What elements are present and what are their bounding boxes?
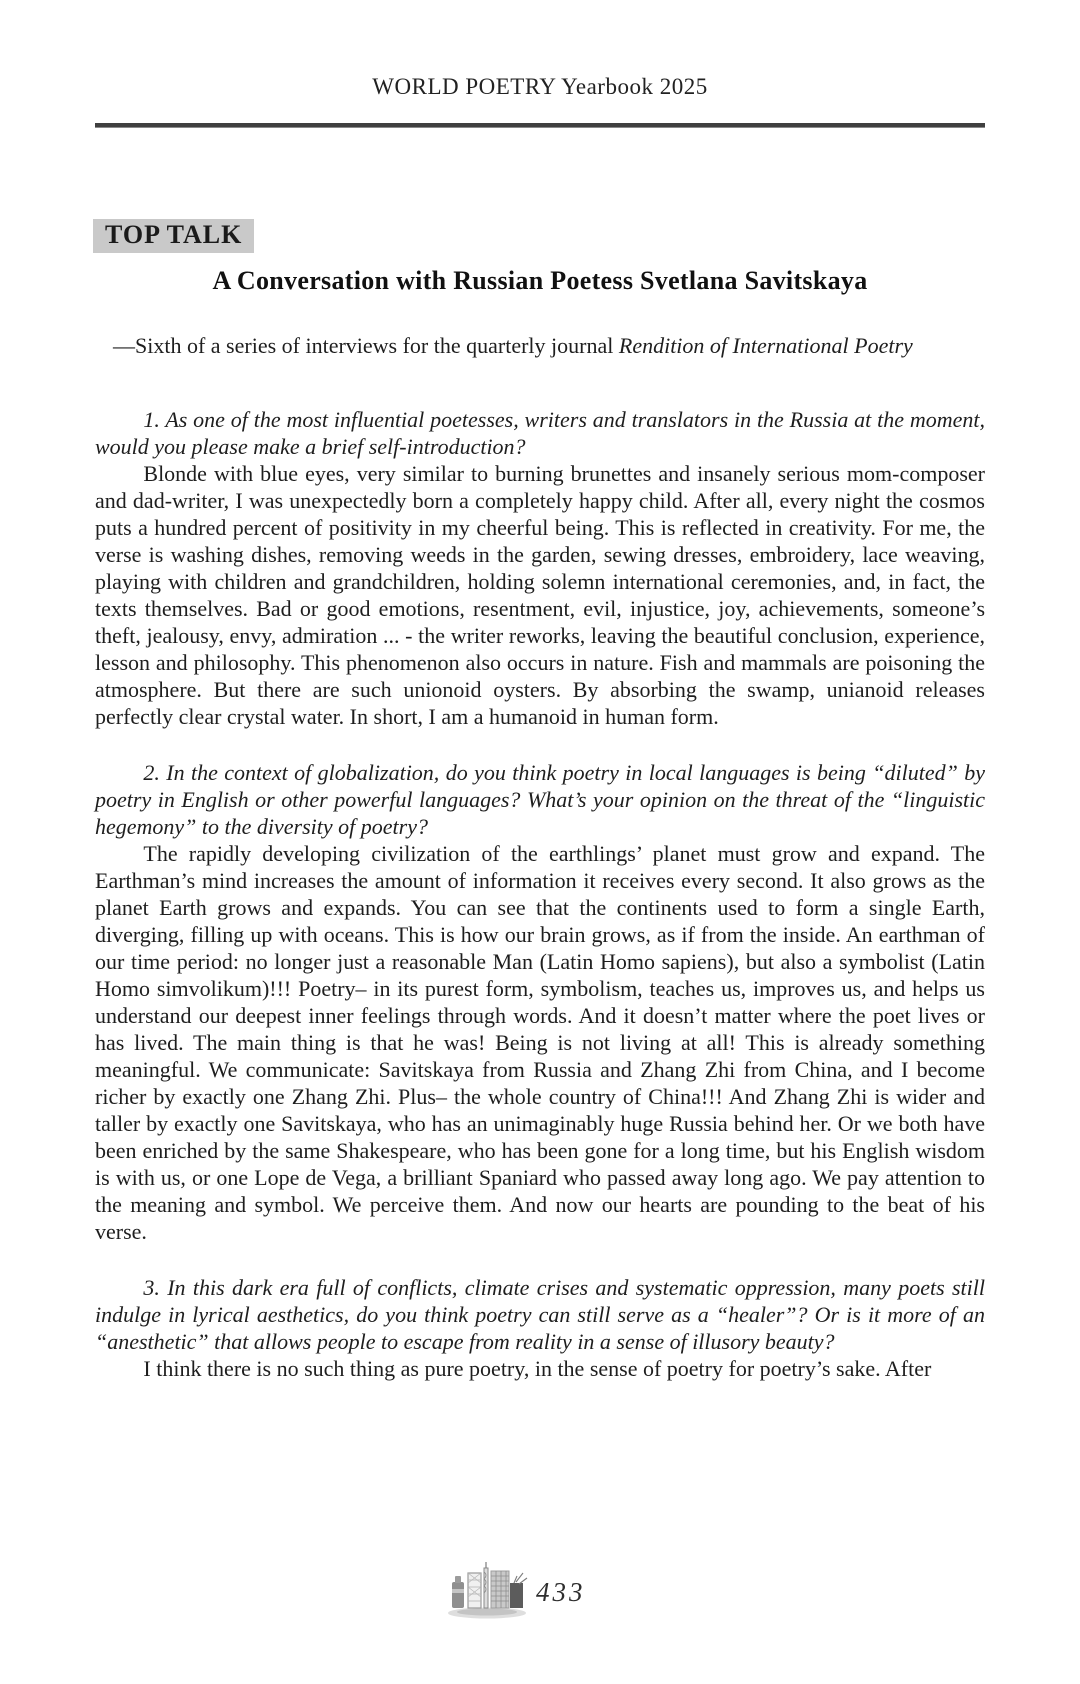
byline-prefix: —Sixth of a series of interviews for the quarterly journal [113,333,619,358]
city-skyline-icon [446,1560,530,1622]
interview-body [95,406,985,1382]
running-header: WORLD POETRY Yearbook 2025 [372,74,708,99]
section-label: TOP TALK [93,219,254,253]
byline [95,333,985,359]
header-rule [95,123,985,128]
question-paragraph-3: 3. In this dark era full of conflicts, climate crises and systematic oppression, many poets still indulge in lyrical aesthetics, do you think poetry can still serve as a “healer”? Or is it more of an “anesthetic” that allows people to escape from reality in a sense of illusory beauty? [95,1275,985,1354]
answer-paragraph-2: The rapidly developing civilization of the earthlings’ planet must grow and expand. The Earthman’s mind increases the amount of information it receives every second. It also grows as the planet Earth grows and expands. You can see that the continents used to form a single Earth, diverging, filling up with oceans. This is how our brain grows, as if from the inside. An earthman of our time period: no longer just a reasonable Man (Latin Homo sapiens), but also a symbolist (Latin Homo simvolikum)!!! Poetry– in its purest form, symbolism, teaches us, improves us, and helps us understand our deepest inner feelings through words. And it doesn’t matter where the poet lives or has lived. The main thing is that he was! Being is not living at all! This is already something meaningful. We communicate: Savitskaya from Russia and Zhang Zhi from China, and I become richer by exactly one Zhang Zhi. Plus– the whole country of China!!! And Zhang Zhi is wider and taller by exactly one Savitskaya, who has an unimaginably huge Russia behind her. Or we both have been enriched by the same Shakespeare, who has been gone for a long time, but his English wisdom is with us, or one Lope de Vega, a brilliant Spaniard who passed away long ago. We pay attention to the meaning and symbol. We perceive them. And now our hearts are pounding to the beat of his verse. [95,841,985,1244]
question-paragraph-1: 1. As one of the most influential poetesses, writers and translators in the Russia at the moment, would you please make a brief self-introduction? [95,407,985,459]
answer-paragraph-1: Blonde with blue eyes, very similar to burning brunettes and insanely serious mom-composer and dad-writer, I was unexpectedly born a completely happy child. After all, every night the cosmos puts a hundred percent of positivity in my cheerful being. This is reflected in creativity. For me, the verse is washing dishes, removing weeds in the garden, sewing dresses, embroidery, lace weaving, playing with children and grandchildren, holding solemn international ceremonies, and, in fact, the texts themselves. Bad or good emotions, resentment, evil, injustice, joy, achievements, someone’s theft, jealousy, envy, admiration ... - the writer reworks, leaving the beautiful conclusion, experience, lesson and philosophy. This phenomenon also occurs in nature. Fish and mammals are poisoning the atmosphere. But there are such unionoid oysters. By absorbing the swamp, unianoid releases perfectly clear crystal water. In short, I am a humanoid in human form. [95,461,985,729]
page-footer [446,1560,586,1622]
answer-paragraph-3: I think there is no such thing as pure poetry, in the sense of poetry for poetry’s sake. After [143,1356,932,1381]
byline-journal-name: Rendition of International Poetry [618,333,913,358]
page-number: 433 [536,1577,586,1607]
question-paragraph-2: 2. In the context of globalization, do you think poetry in local languages is being “diluted” by poetry in English or other powerful languages? What’s your opinion on the threat of the “linguistic hegemony” to the diversity of poetry? [95,760,985,839]
article-title: A Conversation with Russian Poetess Svetlana Savitskaya [212,266,868,295]
